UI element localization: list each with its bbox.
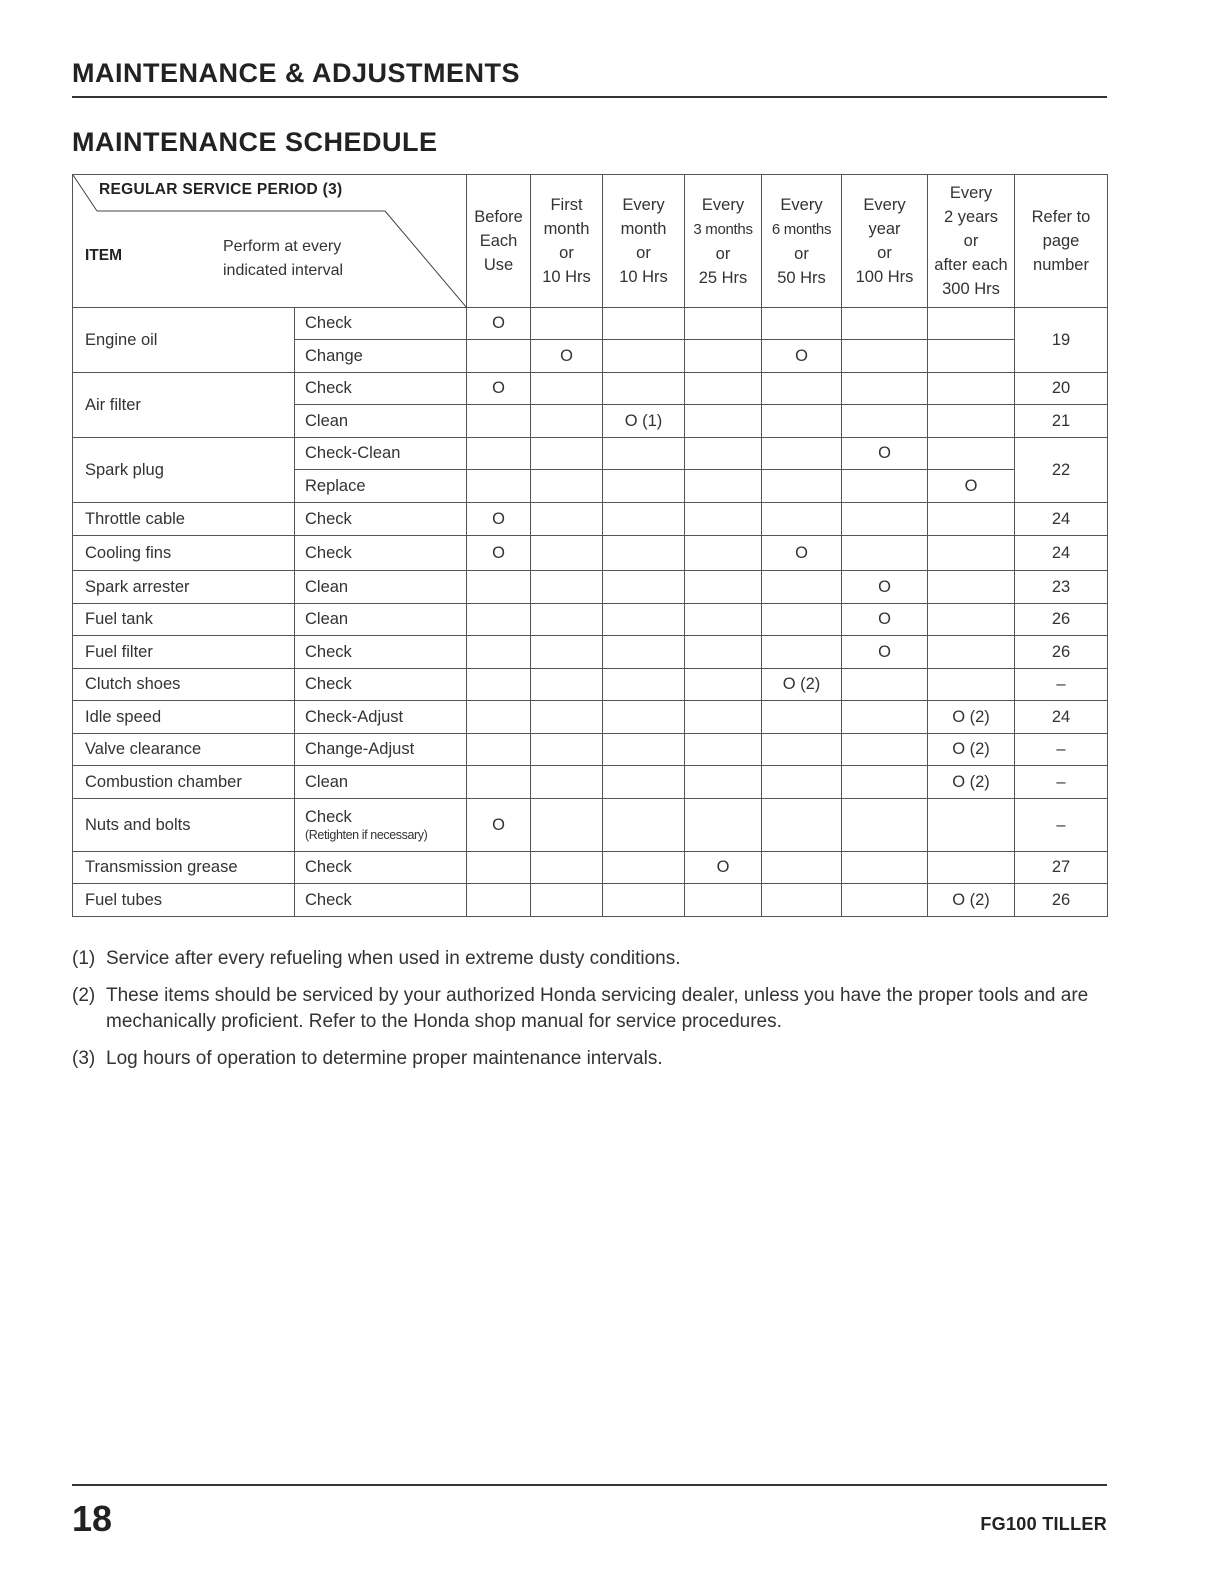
schedule-mark-every-2-years (928, 799, 1015, 852)
schedule-mark-every-2-years (928, 340, 1015, 373)
schedule-mark-every-year (842, 884, 928, 917)
schedule-mark-every-6-months: O (762, 536, 842, 571)
schedule-mark-every-2-years: O (2) (928, 701, 1015, 734)
schedule-mark-before-each-use (467, 852, 531, 884)
schedule-mark-every-year (842, 701, 928, 734)
action-label: Check (305, 543, 352, 562)
schedule-mark-first-month (531, 669, 603, 701)
page-title: MAINTENANCE SCHEDULE (72, 127, 438, 157)
schedule-mark-every-3-months (685, 571, 762, 604)
table-corner-cell (73, 175, 467, 308)
action-label: Clean (305, 577, 349, 596)
schedule-mark-first-month (531, 636, 603, 669)
table-row (73, 669, 1108, 701)
page-reference: 26 (1015, 636, 1108, 669)
page-reference: 24 (1015, 701, 1108, 734)
column-header-line: Every (622, 196, 665, 214)
page-reference: 19 (1015, 308, 1108, 373)
schedule-mark-every-year (842, 405, 928, 438)
page-reference: 26 (1015, 884, 1108, 917)
schedule-mark-first-month (531, 373, 603, 405)
schedule-mark-every-month (603, 470, 685, 503)
column-header-line: 2 years (943, 208, 999, 226)
schedule-mark-before-each-use (467, 669, 531, 701)
schedule-mark-before-each-use (467, 405, 531, 438)
schedule-mark-every-month (603, 308, 685, 340)
schedule-mark-every-month (603, 852, 685, 884)
schedule-mark-every-3-months (685, 340, 762, 373)
maintenance-schedule-table (72, 174, 1108, 917)
action-label: Check (305, 858, 352, 876)
action-label: Check (305, 675, 352, 693)
schedule-mark-every-month (603, 571, 685, 604)
column-header-line: year (868, 220, 901, 238)
schedule-mark-every-month (603, 604, 685, 636)
schedule-mark-every-3-months (685, 701, 762, 734)
item-action (295, 884, 467, 917)
footnote-number: (1) (72, 948, 96, 969)
item-action (295, 669, 467, 701)
section-title: MAINTENANCE & ADJUSTMENTS (72, 58, 521, 88)
schedule-mark-every-6-months (762, 636, 842, 669)
action-label: Replace (305, 476, 366, 495)
schedule-mark-before-each-use (467, 701, 531, 734)
item-name: Nuts and bolts (73, 799, 295, 852)
schedule-mark-every-6-months (762, 308, 842, 340)
item-name: Engine oil (73, 308, 295, 373)
table-row (73, 536, 1108, 571)
page-number: 18 (72, 1498, 113, 1539)
column-header-every-year (842, 175, 928, 308)
column-header-line: 10 Hrs (619, 268, 668, 286)
schedule-mark-first-month (531, 604, 603, 636)
schedule-mark-every-6-months: O (762, 340, 842, 373)
schedule-mark-every-6-months (762, 604, 842, 636)
item-name: Air filter (73, 373, 295, 438)
column-header-line: page (1042, 232, 1080, 250)
action-label: Check-Adjust (305, 707, 404, 726)
schedule-mark-every-year (842, 503, 928, 536)
item-name: Fuel filter (73, 636, 295, 669)
schedule-mark-every-2-years: O (928, 470, 1015, 503)
column-header-line: or (963, 232, 979, 250)
page-reference: – (1015, 766, 1108, 799)
action-label: Check (305, 509, 352, 528)
schedule-mark-every-year: O (842, 571, 928, 604)
schedule-mark-every-year (842, 766, 928, 799)
schedule-mark-every-3-months (685, 669, 762, 701)
action-label: Clean (305, 610, 349, 628)
schedule-mark-first-month (531, 503, 603, 536)
column-header-line: month (543, 220, 590, 238)
footnote-text: Service after every refueling when used in extreme dusty conditions. (106, 948, 681, 969)
schedule-mark-before-each-use: O (467, 373, 531, 405)
schedule-mark-every-3-months (685, 536, 762, 571)
schedule-mark-first-month (531, 799, 603, 852)
schedule-mark-every-3-months (685, 308, 762, 340)
item-action (295, 799, 467, 852)
footnote (72, 983, 1107, 1035)
schedule-mark-every-6-months (762, 470, 842, 503)
schedule-mark-every-month (603, 536, 685, 571)
table-row (73, 308, 1108, 340)
schedule-mark-every-month (603, 884, 685, 917)
schedule-mark-before-each-use (467, 884, 531, 917)
page-reference: 26 (1015, 604, 1108, 636)
perform-line-2: indicated interval (223, 262, 344, 279)
schedule-mark-every-3-months (685, 373, 762, 405)
schedule-mark-every-6-months: O (2) (762, 669, 842, 701)
column-header-line: or (715, 244, 731, 263)
action-label: Clean (305, 772, 349, 791)
schedule-mark-every-2-years (928, 852, 1015, 884)
item-action (295, 701, 467, 734)
column-header-line: 100 Hrs (855, 268, 914, 286)
schedule-mark-every-month (603, 438, 685, 470)
action-label: Change (305, 346, 363, 365)
schedule-mark-every-6-months (762, 373, 842, 405)
schedule-mark-every-2-years (928, 636, 1015, 669)
column-header-every-2-years (928, 175, 1015, 308)
schedule-mark-first-month: O (531, 340, 603, 373)
schedule-mark-every-year (842, 340, 928, 373)
schedule-mark-every-month: O (1) (603, 405, 685, 438)
schedule-mark-every-2-years: O (2) (928, 734, 1015, 766)
footnote-number: (2) (72, 985, 96, 1006)
table-row (73, 799, 1108, 852)
column-header-line: after each (934, 256, 1008, 274)
column-header-line: Use (483, 256, 514, 274)
schedule-mark-first-month (531, 852, 603, 884)
schedule-mark-every-3-months (685, 766, 762, 799)
schedule-mark-every-2-years: O (2) (928, 766, 1015, 799)
schedule-mark-every-3-months (685, 636, 762, 669)
schedule-mark-every-2-years (928, 308, 1015, 340)
schedule-mark-every-2-years (928, 536, 1015, 571)
footnote (72, 1046, 1107, 1072)
column-header-page-ref (1015, 175, 1108, 308)
schedule-mark-every-3-months (685, 734, 762, 766)
schedule-mark-before-each-use: O (467, 799, 531, 852)
schedule-mark-every-2-years (928, 373, 1015, 405)
page-reference: 27 (1015, 852, 1108, 884)
item-action (295, 536, 467, 571)
schedule-mark-every-year (842, 734, 928, 766)
item-action (295, 340, 467, 373)
item-action (295, 438, 467, 470)
item-action (295, 503, 467, 536)
item-action (295, 373, 467, 405)
action-label: Check (305, 379, 352, 397)
item-action (295, 636, 467, 669)
schedule-mark-every-6-months (762, 701, 842, 734)
schedule-mark-before-each-use (467, 470, 531, 503)
schedule-mark-every-6-months (762, 438, 842, 470)
schedule-mark-every-year (842, 852, 928, 884)
table-row (73, 884, 1108, 917)
schedule-mark-before-each-use: O (467, 308, 531, 340)
page-reference: – (1015, 734, 1108, 766)
schedule-mark-every-6-months (762, 852, 842, 884)
item-name: Spark arrester (73, 571, 295, 604)
action-label: Check (305, 642, 352, 661)
schedule-mark-every-6-months (762, 766, 842, 799)
column-header-line: 3 months (693, 220, 753, 238)
schedule-mark-every-6-months (762, 884, 842, 917)
schedule-mark-every-3-months (685, 438, 762, 470)
schedule-mark-every-2-years (928, 604, 1015, 636)
action-note: (Retighten if necessary) (305, 827, 428, 842)
table-row (73, 636, 1108, 669)
column-header-line: month (620, 220, 667, 238)
schedule-mark-before-each-use (467, 636, 531, 669)
item-action (295, 766, 467, 799)
schedule-mark-first-month (531, 701, 603, 734)
schedule-mark-every-month (603, 669, 685, 701)
item-action (295, 308, 467, 340)
schedule-mark-every-month (603, 734, 685, 766)
schedule-mark-before-each-use (467, 571, 531, 604)
schedule-mark-every-3-months (685, 470, 762, 503)
schedule-mark-first-month (531, 438, 603, 470)
schedule-mark-every-2-years (928, 503, 1015, 536)
page-reference: 20 (1015, 373, 1108, 405)
schedule-mark-every-6-months (762, 405, 842, 438)
column-header-line: 25 Hrs (698, 268, 748, 287)
schedule-mark-before-each-use (467, 734, 531, 766)
item-label: ITEM (85, 247, 123, 264)
schedule-mark-every-year (842, 799, 928, 852)
action-label: Check-Clean (305, 444, 401, 462)
schedule-mark-every-2-years: O (2) (928, 884, 1015, 917)
schedule-mark-every-year (842, 373, 928, 405)
column-header-line: Before (474, 208, 523, 226)
footnotes (72, 946, 1107, 1083)
schedule-mark-before-each-use (467, 438, 531, 470)
item-action (295, 604, 467, 636)
column-header-before-each-use (467, 175, 531, 308)
table-row (73, 438, 1108, 470)
column-header-first-month (531, 175, 603, 308)
footer-rule (72, 1484, 1107, 1486)
column-header-line: Every (780, 195, 823, 214)
perform-label (223, 235, 343, 283)
column-header-line: or (636, 244, 651, 262)
schedule-mark-before-each-use (467, 604, 531, 636)
schedule-mark-every-6-months (762, 503, 842, 536)
schedule-mark-first-month (531, 405, 603, 438)
schedule-mark-every-3-months (685, 799, 762, 852)
schedule-mark-first-month (531, 734, 603, 766)
column-header-line: 6 months (771, 220, 832, 238)
column-header-line: or (794, 244, 809, 263)
table-header-row (73, 175, 1108, 308)
item-name: Valve clearance (73, 734, 295, 766)
schedule-mark-first-month (531, 766, 603, 799)
column-header-line: First (550, 196, 583, 214)
schedule-mark-first-month (531, 571, 603, 604)
column-header-line: or (559, 244, 574, 262)
schedule-mark-before-each-use: O (467, 536, 531, 571)
column-header-line: Every (701, 195, 745, 214)
column-header-every-month (603, 175, 685, 308)
page-reference: 23 (1015, 571, 1108, 604)
item-name: Transmission grease (73, 852, 295, 884)
schedule-mark-first-month (531, 470, 603, 503)
table-row (73, 503, 1108, 536)
schedule-mark-every-3-months (685, 503, 762, 536)
item-name: Fuel tank (73, 604, 295, 636)
schedule-mark-every-6-months (762, 734, 842, 766)
schedule-mark-first-month (531, 536, 603, 571)
schedule-mark-every-year: O (842, 604, 928, 636)
item-name: Spark plug (73, 438, 295, 503)
schedule-mark-every-3-months (685, 884, 762, 917)
schedule-mark-every-year (842, 669, 928, 701)
item-name: Cooling fins (73, 536, 295, 571)
column-header-line: Every (863, 196, 906, 214)
column-header-every-6-months (762, 175, 842, 308)
table-row (73, 604, 1108, 636)
schedule-mark-every-month (603, 766, 685, 799)
model-name: FG100 TILLER (980, 1514, 1107, 1534)
item-name: Clutch shoes (73, 669, 295, 701)
item-action (295, 852, 467, 884)
schedule-mark-every-2-years (928, 405, 1015, 438)
schedule-mark-first-month (531, 308, 603, 340)
item-action (295, 470, 467, 503)
schedule-mark-every-month (603, 503, 685, 536)
item-action (295, 571, 467, 604)
schedule-mark-every-3-months: O (685, 852, 762, 884)
schedule-mark-every-month (603, 799, 685, 852)
service-period-label: REGULAR SERVICE PERIOD (3) (99, 181, 343, 198)
column-header-line: Every (949, 184, 993, 202)
action-label: Check (305, 807, 352, 826)
schedule-mark-every-2-years (928, 571, 1015, 604)
schedule-mark-every-2-years (928, 438, 1015, 470)
schedule-mark-every-year: O (842, 636, 928, 669)
page-reference: 22 (1015, 438, 1108, 503)
schedule-mark-every-month (603, 636, 685, 669)
schedule-mark-before-each-use: O (467, 503, 531, 536)
action-label: Change-Adjust (305, 740, 415, 758)
footnote-text: Log hours of operation to determine proper maintenance intervals. (106, 1048, 663, 1069)
table-row (73, 571, 1108, 604)
schedule-mark-every-month (603, 340, 685, 373)
schedule-mark-every-year (842, 536, 928, 571)
item-name: Idle speed (73, 701, 295, 734)
item-action (295, 734, 467, 766)
column-header-line: number (1033, 256, 1089, 274)
schedule-mark-every-2-years (928, 669, 1015, 701)
table-row (73, 373, 1108, 405)
table-row (73, 701, 1108, 734)
schedule-mark-every-year (842, 308, 928, 340)
perform-line-1: Perform at every (223, 238, 342, 255)
schedule-mark-every-year (842, 470, 928, 503)
column-header-line: Each (479, 232, 518, 250)
schedule-mark-every-6-months (762, 571, 842, 604)
schedule-mark-first-month (531, 884, 603, 917)
page-reference: – (1015, 799, 1108, 852)
page-reference: 24 (1015, 503, 1108, 536)
schedule-mark-every-6-months (762, 799, 842, 852)
item-name: Combustion chamber (73, 766, 295, 799)
footnote (72, 946, 1107, 972)
action-label: Clean (305, 411, 349, 430)
footnote-number: (3) (72, 1048, 96, 1069)
column-header-line: Refer to (1031, 208, 1091, 226)
table-row (73, 852, 1108, 884)
page-reference: 24 (1015, 536, 1108, 571)
column-header-line: 10 Hrs (542, 268, 591, 286)
page-reference: – (1015, 669, 1108, 701)
schedule-mark-every-3-months (685, 604, 762, 636)
title-rule (72, 96, 1107, 98)
item-action (295, 405, 467, 438)
table-row (73, 734, 1108, 766)
schedule-mark-before-each-use (467, 766, 531, 799)
action-label: Check (305, 314, 352, 332)
schedule-mark-every-3-months (685, 405, 762, 438)
column-header-every-3-months (685, 175, 762, 308)
column-header-line: 50 Hrs (777, 268, 826, 287)
item-name: Throttle cable (73, 503, 295, 536)
action-label: Check (305, 890, 352, 909)
column-header-line: 300 Hrs (942, 280, 1000, 298)
schedule-mark-every-month (603, 373, 685, 405)
schedule-mark-before-each-use (467, 340, 531, 373)
item-name: Fuel tubes (73, 884, 295, 917)
footnote-text: These items should be serviced by your authorized Honda servicing dealer, unless you have the proper tools and are mechanically proficient. Refer to the Honda shop manual for service procedures. (106, 985, 1089, 1032)
table-row (73, 766, 1108, 799)
schedule-mark-every-month (603, 701, 685, 734)
column-header-line: or (877, 244, 892, 262)
schedule-mark-every-year: O (842, 438, 928, 470)
page-reference: 21 (1015, 405, 1108, 438)
